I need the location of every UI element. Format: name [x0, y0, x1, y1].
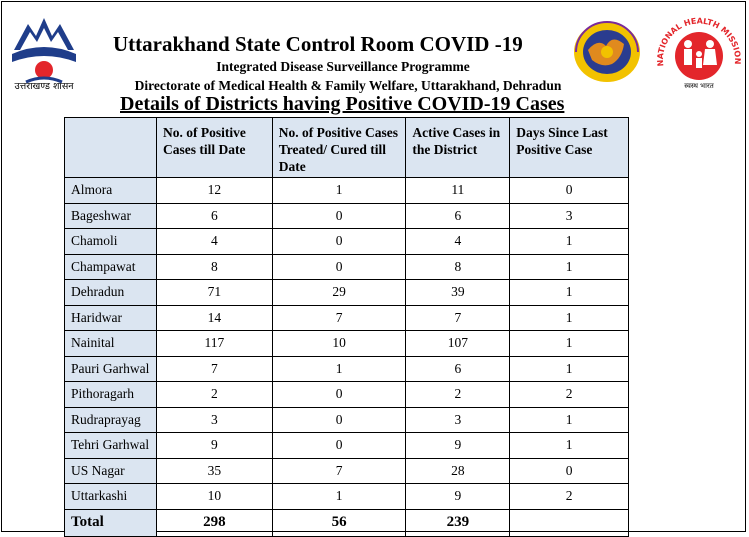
- total-cured: 56: [272, 509, 406, 536]
- cured-cell: 0: [272, 229, 406, 255]
- positive-cases-cell: 8: [156, 254, 272, 280]
- table-row: [65, 229, 629, 255]
- table-row: [65, 382, 629, 408]
- positive-cases-cell: 4: [156, 229, 272, 255]
- cured-cell: 0: [272, 254, 406, 280]
- document-header: [0, 0, 749, 116]
- active-cases-cell: 107: [406, 331, 510, 357]
- positive-cases-cell: 6: [156, 203, 272, 229]
- table-heading: Details of Districts having Positive COVID-19 Cases: [120, 93, 565, 115]
- table-row: [65, 331, 629, 357]
- district-name: Uttarkashi: [65, 484, 157, 510]
- district-name: Nainital: [65, 331, 157, 357]
- positive-cases-cell: 35: [156, 458, 272, 484]
- district-name: Champawat: [65, 254, 157, 280]
- svg-text:NATIONAL HEALTH MISSION: NATIONAL HEALTH MISSION: [655, 16, 743, 67]
- active-cases-cell: 3: [406, 407, 510, 433]
- active-cases-cell: 4: [406, 229, 510, 255]
- district-cases-table: [64, 117, 629, 537]
- district-name: Pithoragarh: [65, 382, 157, 408]
- district-name: US Nagar: [65, 458, 157, 484]
- days-since-cell: 0: [510, 178, 629, 204]
- cured-cell: 1: [272, 178, 406, 204]
- emblem-caption: उत्तराखण्ड शासन: [14, 81, 74, 92]
- district-name: Almora: [65, 178, 157, 204]
- directorate-name: Directorate of Medical Health & Family Welfare, Uttarakhand, Dehradun: [134, 78, 562, 93]
- cured-cell: 0: [272, 382, 406, 408]
- active-cases-cell: 8: [406, 254, 510, 280]
- column-header-active: Active Cases in the District: [406, 118, 510, 178]
- cured-cell: 0: [272, 203, 406, 229]
- total-positive-cases: 298: [156, 509, 272, 536]
- district-name: Dehradun: [65, 280, 157, 306]
- district-name: Haridwar: [65, 305, 157, 331]
- programme-name: Integrated Disease Surveillance Programme: [216, 59, 470, 74]
- total-label: Total: [65, 509, 157, 536]
- days-since-cell: 1: [510, 305, 629, 331]
- active-cases-cell: 39: [406, 280, 510, 306]
- column-header-cured: No. of Positive Cases Treated/ Cured till Date: [272, 118, 406, 178]
- cured-cell: 1: [272, 484, 406, 510]
- nhm-logo-icon: [654, 10, 744, 90]
- positive-cases-cell: 10: [156, 484, 272, 510]
- cured-cell: 0: [272, 407, 406, 433]
- active-cases-cell: 9: [406, 484, 510, 510]
- table-row: [65, 178, 629, 204]
- positive-cases-cell: 14: [156, 305, 272, 331]
- table-row: [65, 407, 629, 433]
- active-cases-cell: 2: [406, 382, 510, 408]
- days-since-cell: 1: [510, 254, 629, 280]
- district-name: Rudraprayag: [65, 407, 157, 433]
- table-row: [65, 280, 629, 306]
- days-since-cell: 1: [510, 229, 629, 255]
- days-since-cell: 1: [510, 331, 629, 357]
- column-header-days-since: Days Since Last Positive Case: [510, 118, 629, 178]
- active-cases-cell: 11: [406, 178, 510, 204]
- active-cases-cell: 9: [406, 433, 510, 459]
- cured-cell: 10: [272, 331, 406, 357]
- days-since-cell: 1: [510, 356, 629, 382]
- cured-cell: 29: [272, 280, 406, 306]
- active-cases-cell: 7: [406, 305, 510, 331]
- table-row: [65, 458, 629, 484]
- table-row: [65, 356, 629, 382]
- days-since-cell: 2: [510, 484, 629, 510]
- table-row: [65, 484, 629, 510]
- days-since-cell: 1: [510, 433, 629, 459]
- cured-cell: 7: [272, 458, 406, 484]
- district-name: Bageshwar: [65, 203, 157, 229]
- active-cases-cell: 28: [406, 458, 510, 484]
- positive-cases-cell: 12: [156, 178, 272, 204]
- district-name: Pauri Garhwal: [65, 356, 157, 382]
- district-name: Tehri Garhwal: [65, 433, 157, 459]
- cured-cell: 0: [272, 433, 406, 459]
- total-active: 239: [406, 509, 510, 536]
- active-cases-cell: 6: [406, 356, 510, 382]
- days-since-cell: 3: [510, 203, 629, 229]
- positive-cases-cell: 7: [156, 356, 272, 382]
- table-header-row: [65, 118, 629, 178]
- days-since-cell: 2: [510, 382, 629, 408]
- column-header-positive-cases: No. of Positive Cases till Date: [156, 118, 272, 178]
- cured-cell: 7: [272, 305, 406, 331]
- nhm-logo-subtext: स्वस्थ भारत: [684, 82, 714, 90]
- table-row: [65, 203, 629, 229]
- positive-cases-cell: 9: [156, 433, 272, 459]
- total-days-since: [510, 509, 629, 536]
- table-row: [65, 433, 629, 459]
- days-since-cell: 0: [510, 458, 629, 484]
- column-header-district: [65, 118, 157, 178]
- table-row: [65, 254, 629, 280]
- positive-cases-cell: 2: [156, 382, 272, 408]
- document-title: Uttarakhand State Control Room COVID -19: [113, 32, 523, 56]
- positive-cases-cell: 117: [156, 331, 272, 357]
- positive-cases-cell: 3: [156, 407, 272, 433]
- active-cases-cell: 6: [406, 203, 510, 229]
- days-since-cell: 1: [510, 407, 629, 433]
- positive-cases-cell: 71: [156, 280, 272, 306]
- idsp-emblem-icon: [572, 20, 642, 84]
- total-row: [65, 509, 629, 536]
- table-row: [65, 305, 629, 331]
- district-name: Chamoli: [65, 229, 157, 255]
- days-since-cell: 1: [510, 280, 629, 306]
- cured-cell: 1: [272, 356, 406, 382]
